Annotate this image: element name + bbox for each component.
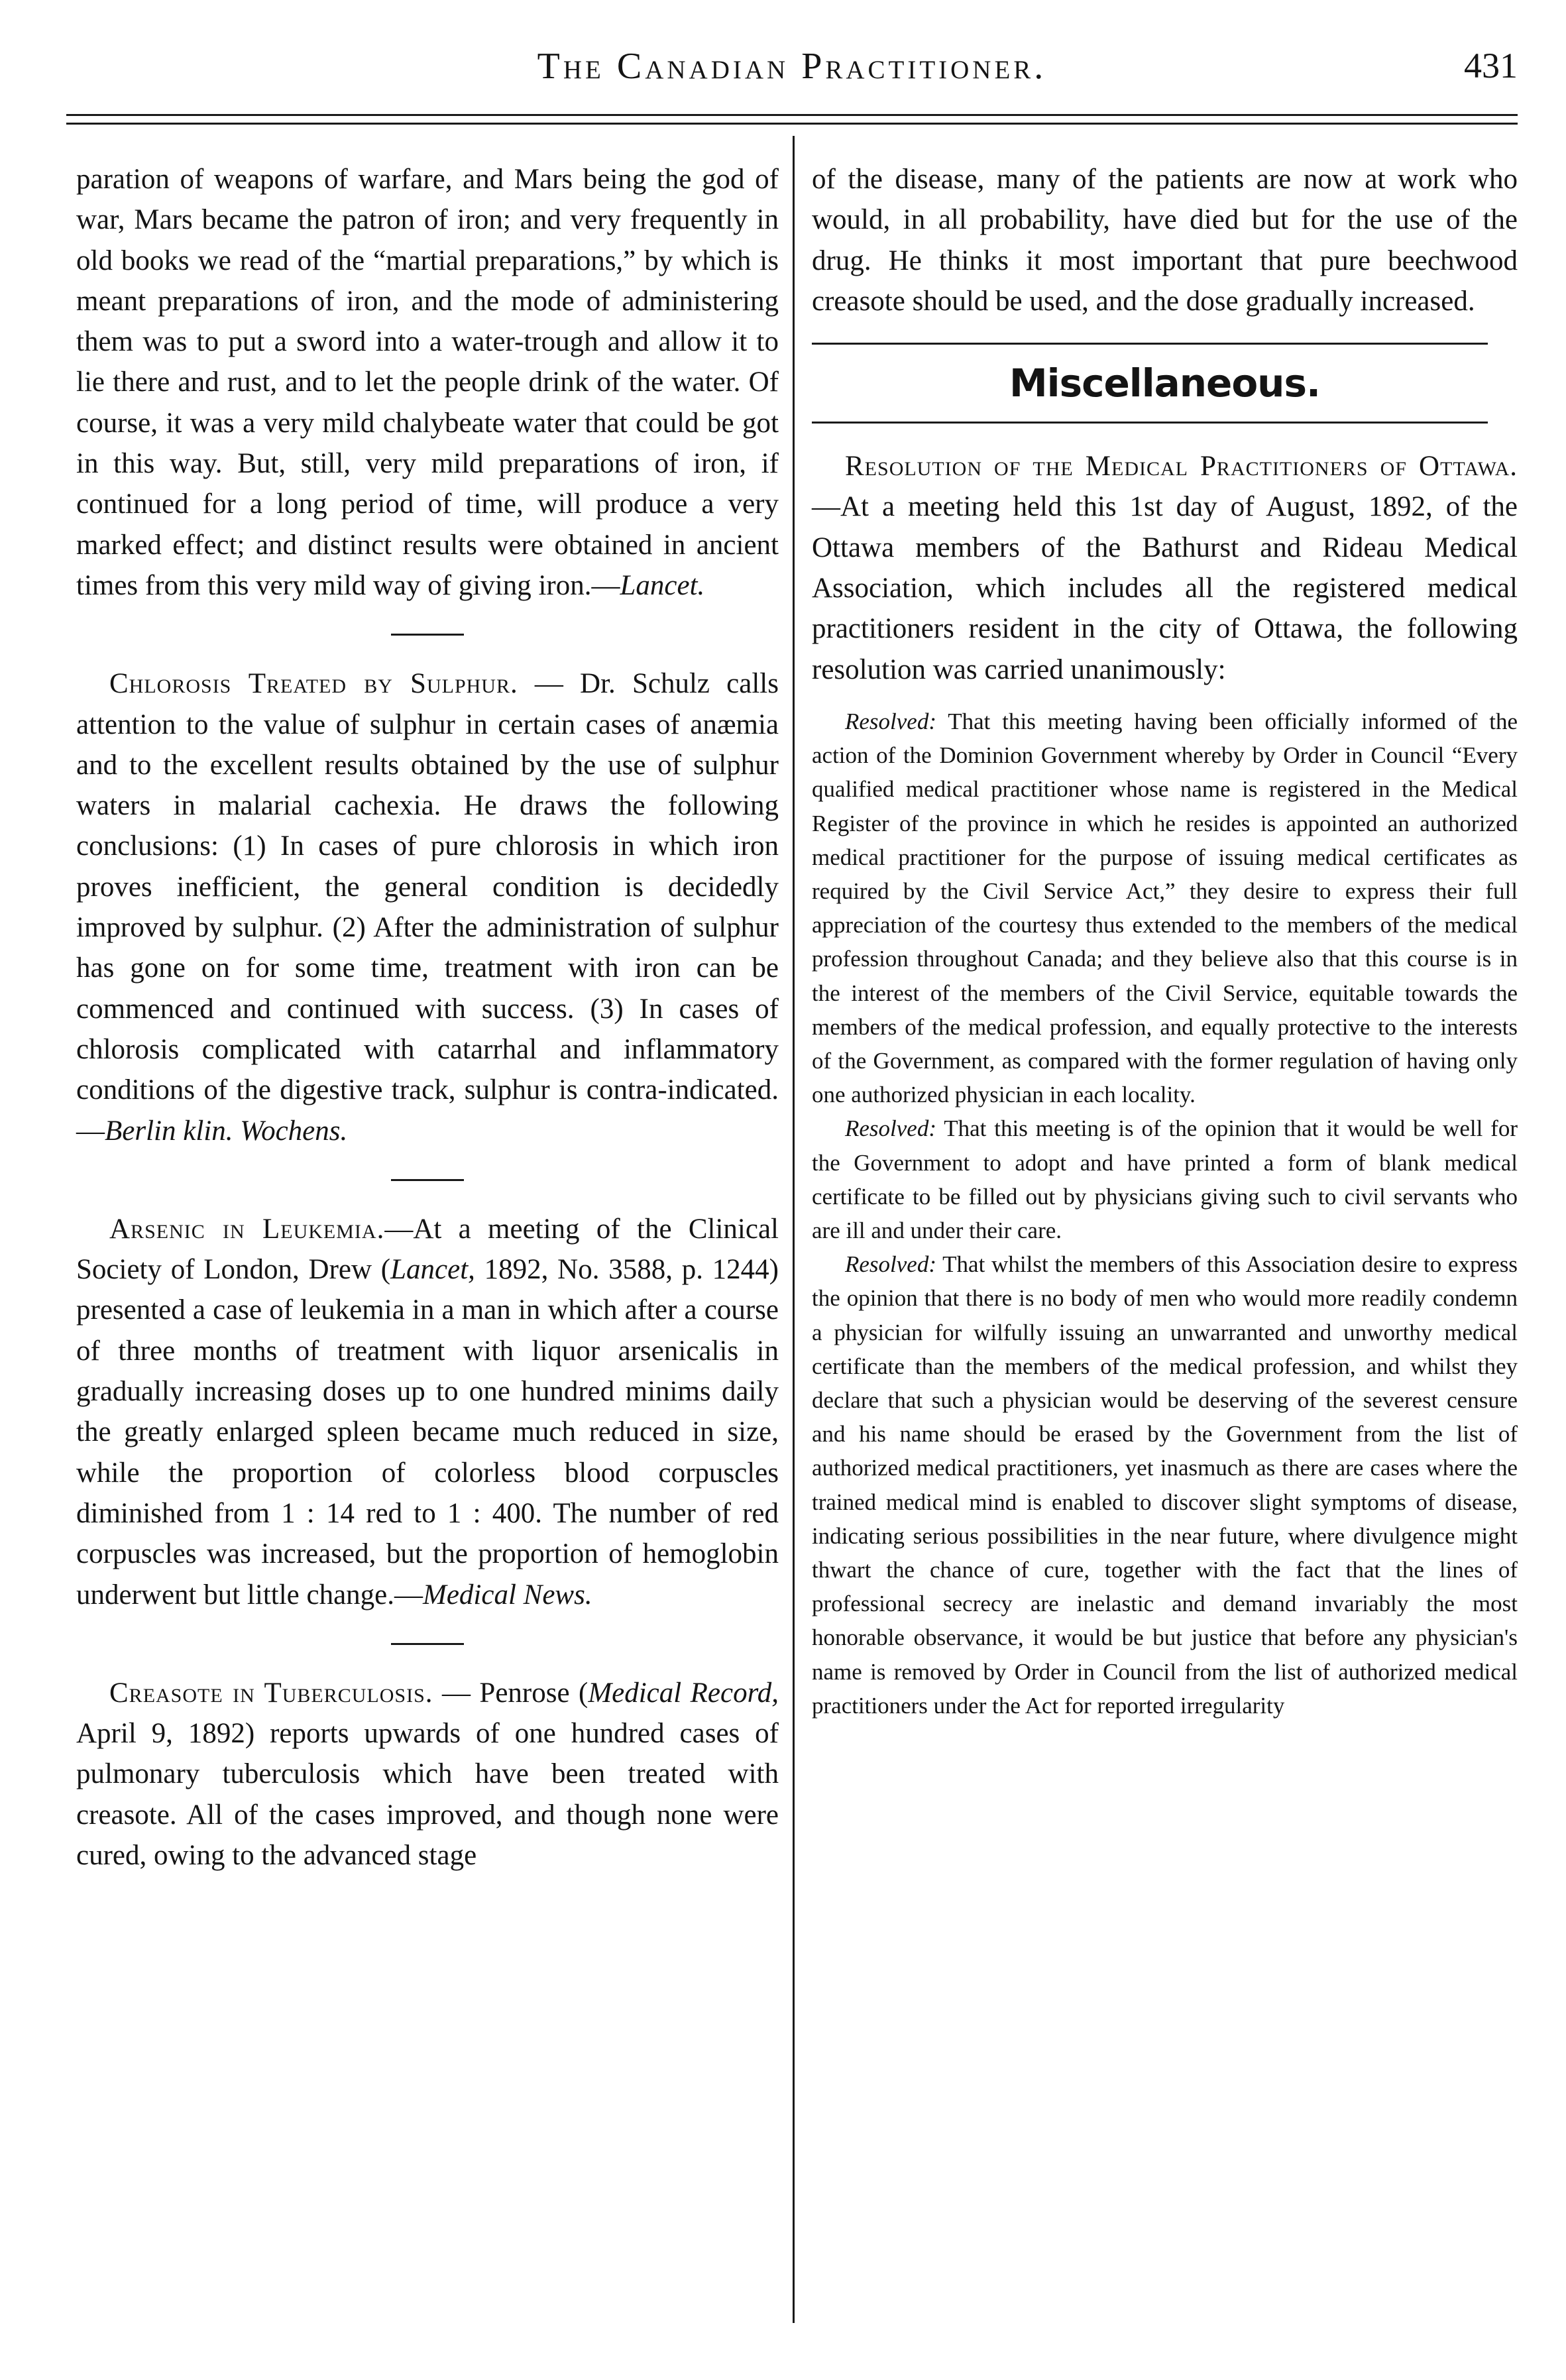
resolved-label: Resolved: xyxy=(845,1251,936,1278)
source-citation: Lancet. xyxy=(620,569,705,601)
source-citation: Medical News. xyxy=(423,1579,592,1611)
article-text: April 9, 1892) reports upwards of one hundred cases of pulmonary tuberculosis which have been treated with creasote. All of the cases improved, and though none were cured, owing to the advanced stage xyxy=(76,1718,779,1871)
article-arsenic xyxy=(76,1209,779,1615)
journal-citation: Medical Record, xyxy=(588,1677,779,1709)
resolved-text: That whilst the members of this Association desire to express the opinion that there is no body of men who would more readily condemn a physician for wilfully issuing an unwarranted and unworthy medical certificate than the members of the medical profession, and whilst they declare that such a physician would be deserving of the severest censure and his name should be erased by the Government from the list of authorized medical practitioners, yet inasmuch as there are cases where the trained medical mind is enabled to discover slight symptoms of disease, indicating serious possibilities in the near future, where divulgence might thwart the chance of cure, together with the fact that the lines of professional secrecy are inelastic and demand invariably the most honorable observance, it would be but justice that before any physician's name is removed by Order in Council from the list of authorized medical practitioners under the Act for reported irregularity xyxy=(812,1251,1518,1719)
resolved-text: That this meeting is of the opinion that it would be well for the Government to adopt and have printed a form of blank medical certificate to be filled out by physicians giving such to civil servants who are ill and under their care. xyxy=(812,1115,1518,1244)
header-double-rule xyxy=(66,114,1518,125)
column-divider xyxy=(793,136,795,2323)
article-title: Creasote in Tuberculosis. xyxy=(109,1677,433,1709)
resolved-paragraph-1 xyxy=(812,705,1518,1111)
journal-citation: Lancet, xyxy=(390,1254,475,1286)
resolved-label: Resolved: xyxy=(845,708,936,734)
left-column xyxy=(76,159,779,1876)
section-rule-bottom xyxy=(812,422,1488,424)
running-title: The Canadian Practitioner. xyxy=(537,46,1047,87)
article-resolution xyxy=(812,446,1518,690)
resolved-paragraph-2 xyxy=(812,1111,1518,1247)
source-citation: Berlin klin. Wochens. xyxy=(105,1115,348,1147)
article-text: —At a meeting held this 1st day of August, 1892, of the Ottawa members of the Bathurst and Rideau Medical Association, which includes all the registered medical practitioners resident in the city of Ottawa, the following resolution was carried unanimously: xyxy=(812,491,1518,685)
page-header xyxy=(66,33,1518,106)
section-rule-top xyxy=(812,343,1488,345)
resolved-paragraph-3 xyxy=(812,1247,1518,1723)
article-title: Resolution of the Medical Practitioners of Ottawa. xyxy=(845,451,1518,482)
article-text: —At a meeting of the Clinical Society of London, Drew ( xyxy=(76,1213,779,1286)
page-number: 431 xyxy=(1464,46,1518,85)
article-creasote xyxy=(76,1673,779,1876)
right-column xyxy=(812,159,1518,1723)
article-chlorosis xyxy=(76,663,779,1151)
article-title: Chlorosis Treated by Sulphur. xyxy=(109,668,518,700)
resolved-label: Resolved: xyxy=(845,1115,936,1142)
article-separator xyxy=(391,634,464,636)
resolved-text: That this meeting having been officially informed of the action of the Dominion Government whereby by Order in Council “Every qualified medical practitioner whose name is registered in the Medical Register of the province in which he resides is appointed an authorized medical practitioner for the purpose of issuing medical certificates as required by the Civil Service Act,” they desire to express their full appreciation of the courtesy thus extended to the members of the medical profession throughout Canada; and they believe also that this course is in the interest of the members of the Civil Service, equitable towards the members of the medical profession, and equally protective to the interests of the Government, as compared with the former regulation of having only one authorized physician in each locality. xyxy=(812,708,1518,1108)
article-iron-continuation xyxy=(76,159,779,606)
article-title: Arsenic in Leukemia. xyxy=(109,1213,385,1245)
article-creasote-continued: of the disease, many of the patients are now at work who would, in all probability, have died but for the use of the drug. He thinks it most important that pure beechwood creasote should be used, and the dose gradually increased. xyxy=(812,164,1518,317)
article-text: — Dr. Schulz calls attention to the value of sulphur in certain cases of anæmia and to the excellent results obtained by the use of sulphur waters in malarial cachexia. He draws the following conclusions: (1) In cases of pure chlorosis in which iron proves inefficient, the general condition is decidedly improved by sulphur. (2) After the administration of sulphur has gone on for some time, treatment with iron can be commenced and continued with success. (3) In cases of chlorosis complicated with catarrhal and inflammatory conditions of the digestive track, sulphur is contra-indicated.— xyxy=(76,668,779,1147)
paragraph-gap xyxy=(812,690,1518,705)
article-separator xyxy=(391,1179,464,1181)
article-text: 1892, No. 3588, p. 1244) presented a case of leukemia in a man in which after a course of three months of treatment with liquor arsenicalis in gradually increasing doses up to one hundred minims daily the greatly enlarged spleen became much reduced in size, while the proportion of colorless blood corpuscles diminished from 1 : 14 red to 1 : 400. The number of red corpuscles was increased, but the proportion of hemoglobin underwent but little change.— xyxy=(76,1254,779,1611)
article-text: — Penrose ( xyxy=(433,1677,588,1709)
article-text: paration of weapons of warfare, and Mars being the god of war, Mars became the patron of iron; and very frequently in old books we read of the “martial preparations,” by which is meant preparations of iron, and the mode of administering them was to put a sword into a water-trough and allow it to lie there and rust, and to let the people drink of the water. Of course, it was a very mild chalybeate water that could be got in this way. But, still, very mild preparations of iron, if continued for a long period of time, will produce a very marked effect; and distinct results were obtained in ancient times from this very mild way of giving iron.— xyxy=(76,164,779,601)
section-heading: Miscellaneous. xyxy=(1009,361,1321,406)
article-separator xyxy=(391,1643,464,1645)
